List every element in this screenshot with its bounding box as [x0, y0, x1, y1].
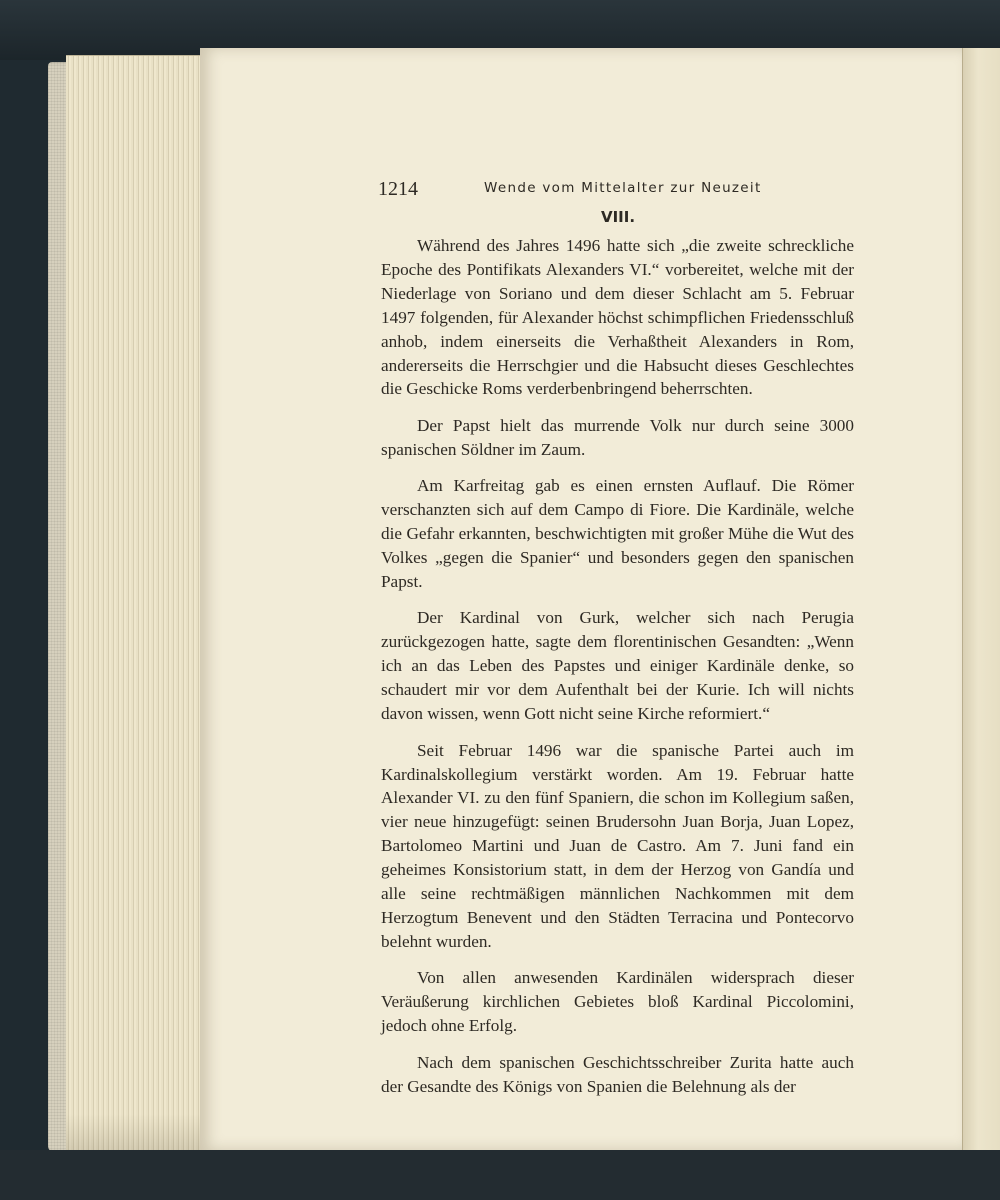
running-head — [378, 178, 858, 202]
paragraph: Seit Februar 1496 war die spanische Partei auch im Kardinalskollegium verstärkt worden. Am 19. Februar hatte Alexander VI. zu den fünf Spaniern, die schon im Kollegium saßen, vier neue hinzugefügt: seinen Brudersohn Juan Borja, Juan Lopez, Bartolomeo Martini und Juan de Castro. Am 7. Juni fand ein geheimes Konsistorium statt, in dem der Herzog von Gandía und alle seine rechtmäßigen männlichen Nachkommen mit dem Herzogtum Benevent und den Städten Terracina und Pontecorvo belehnt wurden. — [381, 740, 854, 951]
background-bottom — [0, 1150, 1000, 1200]
paragraph: Am Karfreitag gab es einen ernsten Auflauf. Die Römer verschanzten sich auf dem Campo di Fiore. Die Kardinäle, welche die Gefahr erkannten, beschwichtigten mit großer Mühe die Wut des Volkes „gegen die Spanier“ und besonders gegen den spanischen Papst. — [381, 476, 854, 591]
paragraph: Der Papst hielt das murrende Volk nur durch seine 3000 spanischen Söldner im Zaum. — [381, 415, 854, 459]
page-edges — [66, 55, 206, 1154]
paragraph: Nach dem spanischen Geschichtsschreiber Zurita hatte auch der Gesandte des Königs von Spanien die Belehnung als der — [381, 1052, 854, 1096]
page-number: 1214 — [378, 178, 418, 200]
body-text — [381, 234, 854, 1111]
facing-page-edge — [962, 48, 1000, 1150]
paragraph: Während des Jahres 1496 hatte sich „die zweite schreckliche Epoche des Pontifikats Alexanders VI.“ vorbereitet, welche mit der Niederlage von Soriano und dem dieser Schlacht am 5. Februar 1497 folgenden, für Alexander höchst schimpflichen Friedensschluß anhob, indem einerseits die Verhaßtheit Alexanders in Rom, andererseits die Herrschgier und die Habsucht dieses Geschlechtes die Geschicke Roms verderbenbringend beherrschten. — [381, 236, 854, 399]
section-heading: VIII. — [600, 208, 636, 226]
paragraph: Der Kardinal von Gurk, welcher sich nach Perugia zurückgezogen hatte, sagte dem florentinischen Gesandten: „Wenn ich an das Leben des Papstes und einiger Kardinäle denke, so schaudert mir vor dem Aufenthalt bei der Kurie. Ich will nichts davon wissen, wenn Gott nicht seine Kirche reformiert.“ — [381, 608, 854, 724]
running-title: Wende vom Mittelalter zur Neuzeit — [484, 180, 762, 196]
paragraph: Von allen anwesenden Kardinälen widersprach dieser Veräußerung kirchlichen Gebietes bloß Kardinal Piccolomini, jedoch ohne Erfolg. — [381, 968, 854, 1036]
